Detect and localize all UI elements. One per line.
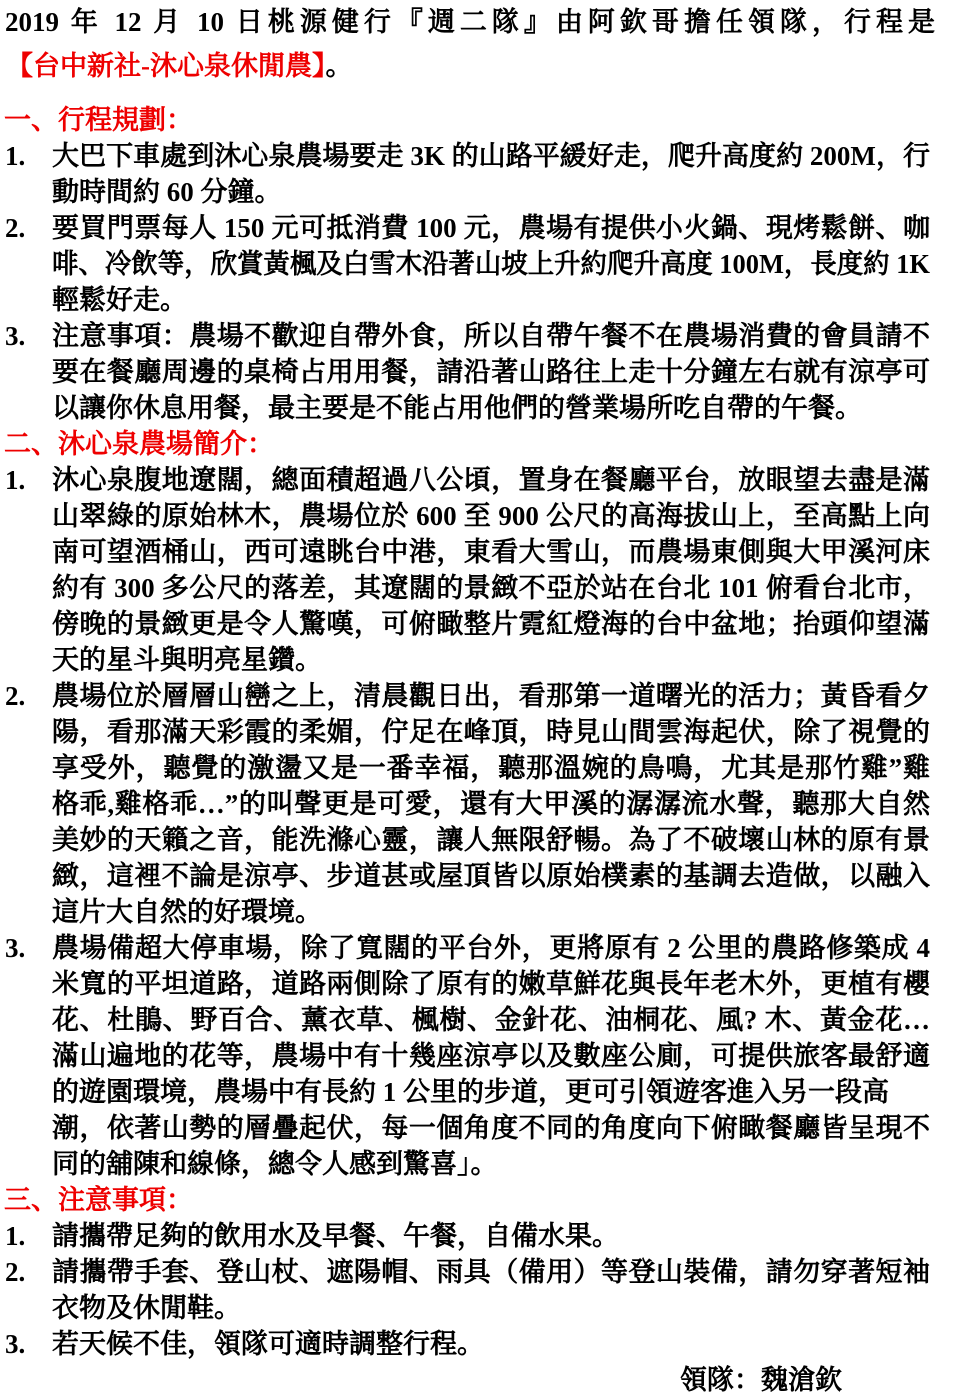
list-item-line: 請攜帶足夠的飲用水及早餐、午餐，自備水果。: [52, 1221, 619, 1251]
list-item-line: 格乖,雞格乖…”的叫聲更是可愛，還有大甲溪的潺潺流水聲，聽那大自然: [52, 789, 930, 819]
list-item-number: 3.: [5, 933, 26, 963]
list-item-line: 以讓你休息用餐，最主要是不能占用他們的營業場所吃自帶的午餐。: [52, 393, 862, 423]
list-item-line: 山翠綠的原始林木，農場位於 600 至 900 公尺的高海拔山上，至高點上向: [52, 501, 930, 531]
list-item-line: 同的舖陳和線條，總令人感到驚喜」。: [52, 1149, 498, 1179]
list-item-line: 這片大自然的好環境。: [52, 897, 322, 927]
list-item: [4, 318, 930, 426]
list-item-number: 3.: [5, 321, 26, 351]
list-item-line: 農場備超大停車場，除了寬闊的平台外，更將原有 2 公里的農路修築成 4: [52, 933, 930, 963]
list-item: [4, 1254, 930, 1326]
list-item-line: 的遊園環境，農場中有長約 1 公里的步道，更可引領遊客進入另一段高: [52, 1077, 889, 1107]
header-line: 2019 年 12 月 10 日桃源健行『週二隊』由阿欽哥擔任領隊，行程是: [5, 7, 935, 37]
list-item-line: 美妙的天籟之音，能洗滌心靈，讓人無限舒暢。為了不破壞山林的原有景: [52, 825, 930, 855]
list-item: [4, 462, 930, 678]
list-item-number: 3.: [5, 1329, 26, 1359]
list-item-line: 花、杜鵑、野百合、薰衣草、楓樹、金針花、油桐花、風? 木、黃金花…: [52, 1005, 930, 1035]
section-heading: 一、行程規劃：: [4, 105, 193, 135]
list-item: [4, 930, 930, 1182]
list-item-line: 注意事項：農場不歡迎自帶外食，所以自帶午餐不在農場消費的會員請不: [52, 321, 930, 351]
list-item-number: 1.: [5, 465, 26, 495]
list-item-line: 米寬的平坦道路，道路兩側除了原有的嫩草鮮花與長年老木外，更植有櫻: [52, 969, 930, 999]
list-item: [4, 1326, 930, 1362]
list-item-line: 享受外，聽覺的激盪又是一番幸福，聽那溫婉的鳥鳴，尤其是那竹雞”雞: [52, 753, 930, 783]
list-item: [4, 678, 930, 930]
list-item: [4, 138, 930, 210]
title-period: 。: [325, 51, 353, 81]
list-item-line: 陽，看那滿天彩霞的柔媚，佇足在峰頂，時見山間雲海起伏，除了視覺的: [52, 717, 930, 747]
document-title-line: [6, 46, 936, 86]
list-item-number: 2.: [5, 1257, 26, 1287]
list-item-line: 沐心泉腹地遼闊，總面積超過八公頃，置身在餐廳平台，放眼望去盡是滿: [52, 465, 930, 495]
list-item-line: 滿山遍地的花等，農場中有十幾座涼亭以及數座公廁，可提供旅客最舒適: [52, 1041, 930, 1071]
section-heading: 三、注意事項：: [4, 1185, 193, 1215]
list-item-line: 動時間約 60 分鐘。: [52, 177, 282, 207]
list-item-line: 要在餐廳周邊的桌椅占用用餐，請沿著山路往上走十分鐘左右就有涼亭可: [52, 357, 930, 387]
list-item-line: 傍晚的景緻更是令人驚嘆，可俯瞰整片霓紅燈海的台中盆地；抬頭仰望滿: [52, 609, 930, 639]
list-item-line: 潮，依著山勢的層疊起伏，每一個角度不同的角度向下俯瞰餐廳皆呈現不: [52, 1113, 930, 1143]
signature: 領隊：魏滄欽: [680, 1365, 842, 1395]
list-item: [4, 210, 930, 318]
list-item-line: 請攜帶手套、登山杖、遮陽帽、雨具（備用）等登山裝備，請勿穿著短袖: [52, 1257, 930, 1287]
list-item-line: 要買門票每人 150 元可抵消費 100 元，農場有提供小火鍋、現烤鬆餅、咖: [52, 213, 930, 243]
list-item-number: 2.: [5, 681, 26, 711]
section-heading: 二、沐心泉農場簡介：: [4, 429, 274, 459]
list-item-line: 衣物及休閒鞋。: [52, 1293, 241, 1323]
list-item-line: 南可望酒桶山，西可遠眺台中港，東看大雪山，而農場東側與大甲溪河床: [52, 537, 930, 567]
list-item-number: 1.: [5, 141, 26, 171]
list-item-line: 約有 300 多公尺的落差，其遼闊的景緻不亞於站在台北 101 俯看台北市，: [52, 573, 930, 603]
list-item-number: 2.: [5, 213, 26, 243]
list-item-line: 啡、冷飲等，欣賞黃楓及白雪木沿著山坡上升約爬升高度 100M，長度約 1K: [52, 249, 930, 279]
list-item-line: 緻，這裡不論是涼亭、步道甚或屋頂皆以原始樸素的基調去造做，以融入: [52, 861, 930, 891]
list-item: [4, 1218, 930, 1254]
list-item-line: 輕鬆好走。: [52, 285, 187, 315]
list-item-line: 若天候不佳，領隊可適時調整行程。: [52, 1329, 484, 1359]
list-item-number: 1.: [5, 1221, 26, 1251]
list-item-line: 大巴下車處到沐心泉農場要走 3K 的山路平緩好走，爬升高度約 200M，行: [52, 141, 930, 171]
list-item-line: 天的星斗與明亮星鑽。: [52, 645, 322, 675]
document-title: 【台中新社-沐心泉休閒農】: [6, 51, 326, 81]
document-body: [4, 102, 930, 1396]
list-item-line: 農場位於層層山巒之上，清晨觀日出，看那第一道曙光的活力；黃昏看夕: [52, 681, 930, 711]
